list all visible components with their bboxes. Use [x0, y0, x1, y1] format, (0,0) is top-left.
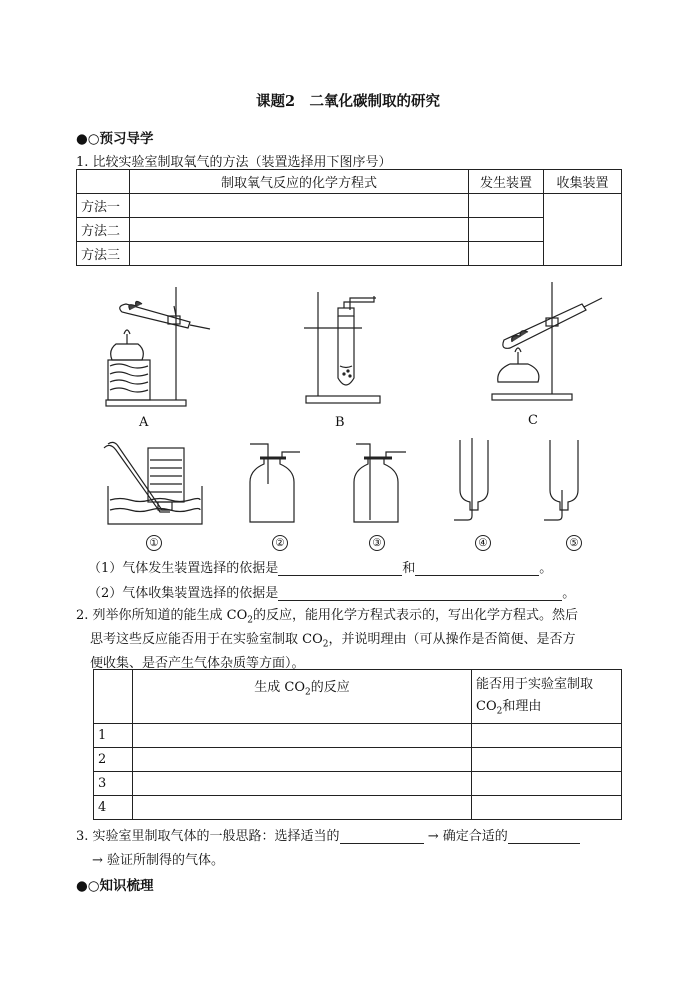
oxygen-methods-table — [76, 169, 622, 266]
apparatus-label: A — [139, 415, 149, 430]
table2-cell-usability[interactable] — [472, 771, 622, 795]
answer-blank[interactable] — [278, 561, 402, 576]
table2-row-number: 2 — [94, 747, 133, 771]
table1-row-label: 方法二 — [77, 218, 130, 242]
table2-cell-usability[interactable] — [472, 723, 622, 747]
collection-label: ④ — [475, 535, 491, 551]
question-1-part-1: （1）气体发生装置选择的依据是 和 。 — [88, 561, 553, 576]
collection-label: ① — [146, 535, 162, 551]
question-2-line-2: 思考这些反应能否用于在实验室制取 $CO_2$，并说明理由（可从操作是否简便、是否方 — [90, 632, 576, 650]
apparatus-label: C — [528, 413, 538, 428]
table1-cell-generation[interactable] — [469, 242, 544, 266]
answer-blank[interactable] — [340, 829, 424, 844]
question-1-part-2: （2）气体收集装置选择的依据是 。 — [88, 586, 576, 601]
table1-header-equation: 制取氧气反应的化学方程式 — [130, 170, 469, 194]
collection-upward-air-displacement — [452, 436, 512, 526]
collection-bottle-long-tube — [352, 440, 412, 526]
table2-header-reaction: 生成 $CO_2$的反应 — [133, 670, 472, 724]
table1-cell-generation[interactable] — [469, 218, 544, 242]
table1-row-label: 方法三 — [77, 242, 130, 266]
table1-header-collection: 收集装置 — [544, 170, 622, 194]
collection-label: ② — [272, 535, 288, 551]
question-3-line-2: → 验证所制得的气体。 — [92, 853, 225, 868]
table2-cell-reaction[interactable] — [133, 723, 472, 747]
table1-cell-generation[interactable] — [469, 194, 544, 218]
table2-row-number: 4 — [94, 795, 133, 819]
table2-cell-reaction[interactable] — [133, 771, 472, 795]
table1-row-label: 方法一 — [77, 194, 130, 218]
answer-blank[interactable] — [508, 829, 580, 844]
apparatus-label: B — [335, 415, 345, 430]
page-title: 课题2 二氧化碳制取的研究 — [255, 93, 441, 110]
collection-label: ③ — [369, 535, 385, 551]
table1-cell-equation[interactable] — [130, 194, 469, 218]
collection-bottle-short-tube — [246, 440, 306, 526]
table1-cell-equation[interactable] — [130, 242, 469, 266]
table1-cell-equation[interactable] — [130, 218, 469, 242]
answer-blank[interactable] — [415, 561, 539, 576]
table2-row-number: 1 — [94, 723, 133, 747]
table2-cell-reaction[interactable] — [133, 795, 472, 819]
table1-cell-collection[interactable] — [544, 194, 622, 266]
collection-downward-air-displacement — [542, 436, 602, 526]
collection-label: ⑤ — [566, 535, 582, 551]
table1-header-generation: 发生装置 — [469, 170, 544, 194]
apparatus-b-tube-stand — [300, 288, 390, 410]
table2-header-usability: 能否用于实验室制取 $CO_2$和理由 — [472, 670, 622, 724]
question-2-line-1: 2. 列举你所知道的能生成 $CO_2$的反应，能用化学方程式表示的，写出化学方程式。然后 — [76, 608, 579, 626]
table2-cell-usability[interactable] — [472, 795, 622, 819]
collection-water-displacement — [104, 438, 209, 530]
question-1-text: 1. 比较实验室制取氧气的方法（装置选择用下图序号） — [76, 155, 392, 170]
table2-cell-usability[interactable] — [472, 747, 622, 771]
section-preview-heading: ●○预习导学 — [76, 131, 154, 147]
apparatus-c-heating-tube-rising — [490, 278, 610, 408]
apparatus-a-heating-tube — [98, 282, 218, 412]
question-3-line-1: 3. 实验室里制取气体的一般思路：选择适当的 → 确定合适的 — [76, 825, 580, 844]
table2-row-number: 3 — [94, 771, 133, 795]
co2-reactions-table — [93, 669, 622, 820]
section-knowledge-heading: ●○知识梳理 — [76, 878, 154, 894]
table2-cell-reaction[interactable] — [133, 747, 472, 771]
question-2-line-3: 便收集、是否产生气体杂质等方面）。 — [90, 656, 305, 671]
answer-blank[interactable] — [278, 586, 562, 601]
